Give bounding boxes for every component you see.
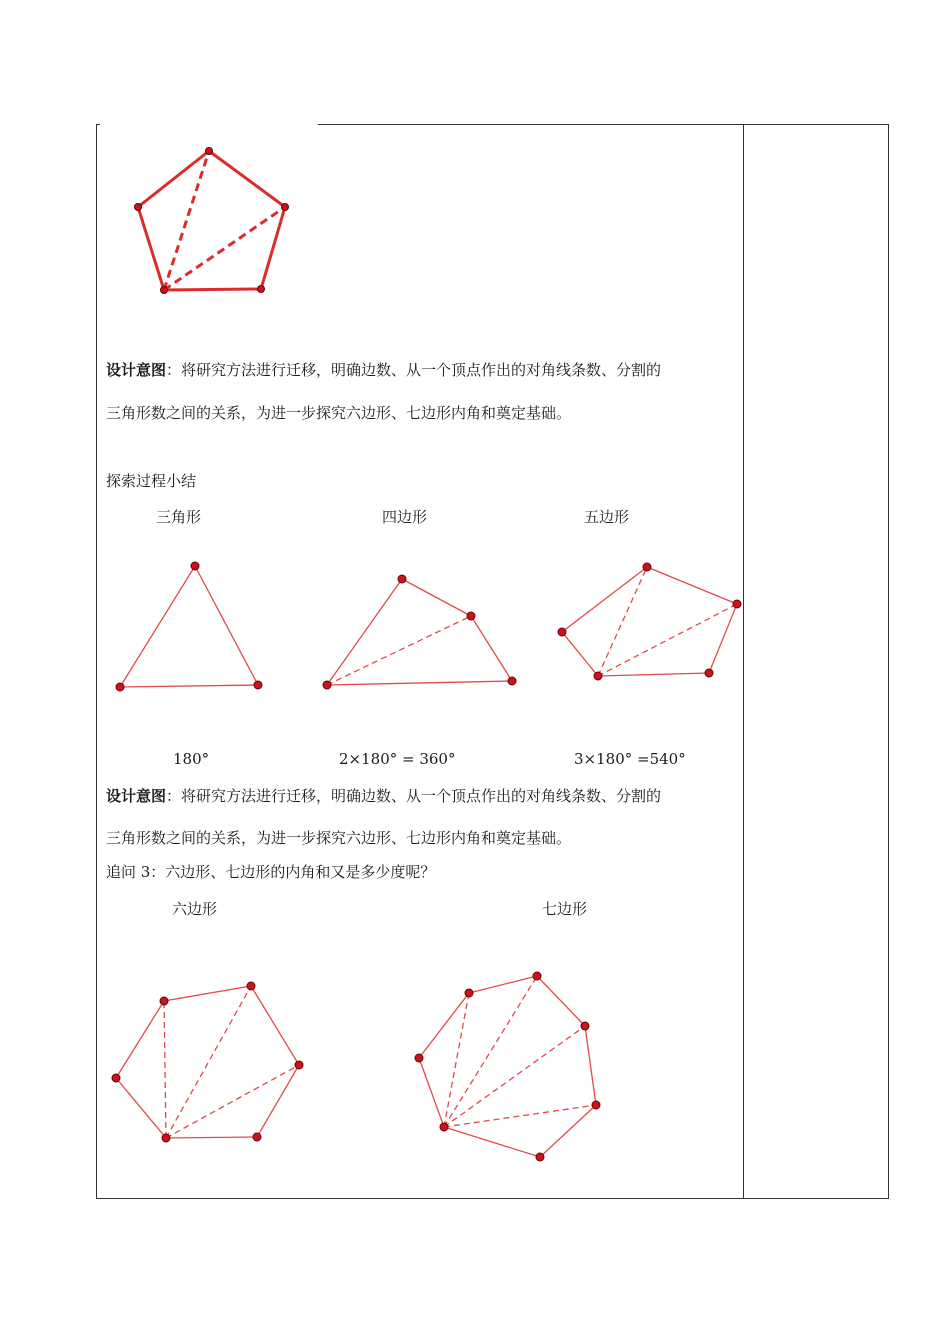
angle-sum-triangle: 180°: [173, 750, 210, 768]
triangle-figure: [120, 566, 258, 687]
follow-up-question: 追问 3：六边形、七边形的内角和又是多少度呢？: [106, 863, 436, 881]
design-intent-text: ：将研究方法进行迁移，明确边数、从一个顶点作出的对角线条数、分割的: [166, 361, 662, 379]
design-intent-paragraph-2-line-2: 三角形数之间的关系，为进一步探究六边形、七边形内角和奠定基础。: [106, 829, 572, 847]
shape-label-quadrilateral: 四边形: [382, 508, 428, 526]
angle-sum-quadrilateral: 2×180° = 360°: [339, 750, 456, 768]
shape-label-pentagon: 五边形: [584, 508, 630, 526]
shape-label-triangle: 三角形: [156, 508, 202, 526]
design-intent-label: 设计意图: [106, 787, 167, 805]
hexagon-figure: [116, 986, 299, 1138]
design-intent-label: 设计意图: [106, 361, 167, 379]
pentagon-figure-top: [138, 151, 285, 290]
shape-label-hexagon: 六边形: [172, 900, 218, 918]
angle-sum-pentagon: 3×180° =540°: [574, 750, 686, 768]
pentagon-figure: [562, 567, 737, 676]
design-intent-paragraph-1-line-2: 三角形数之间的关系，为进一步探究六边形、七边形内角和奠定基础。: [106, 404, 572, 422]
quadrilateral-figure: [327, 579, 512, 685]
summary-title: 探索过程小结: [106, 472, 197, 490]
shape-label-heptagon: 七边形: [542, 900, 588, 918]
design-intent-paragraph-1: [106, 360, 661, 380]
design-intent-text: ：将研究方法进行迁移，明确边数、从一个顶点作出的对角线条数、分割的: [166, 787, 662, 805]
design-intent-paragraph-2: [106, 786, 661, 806]
